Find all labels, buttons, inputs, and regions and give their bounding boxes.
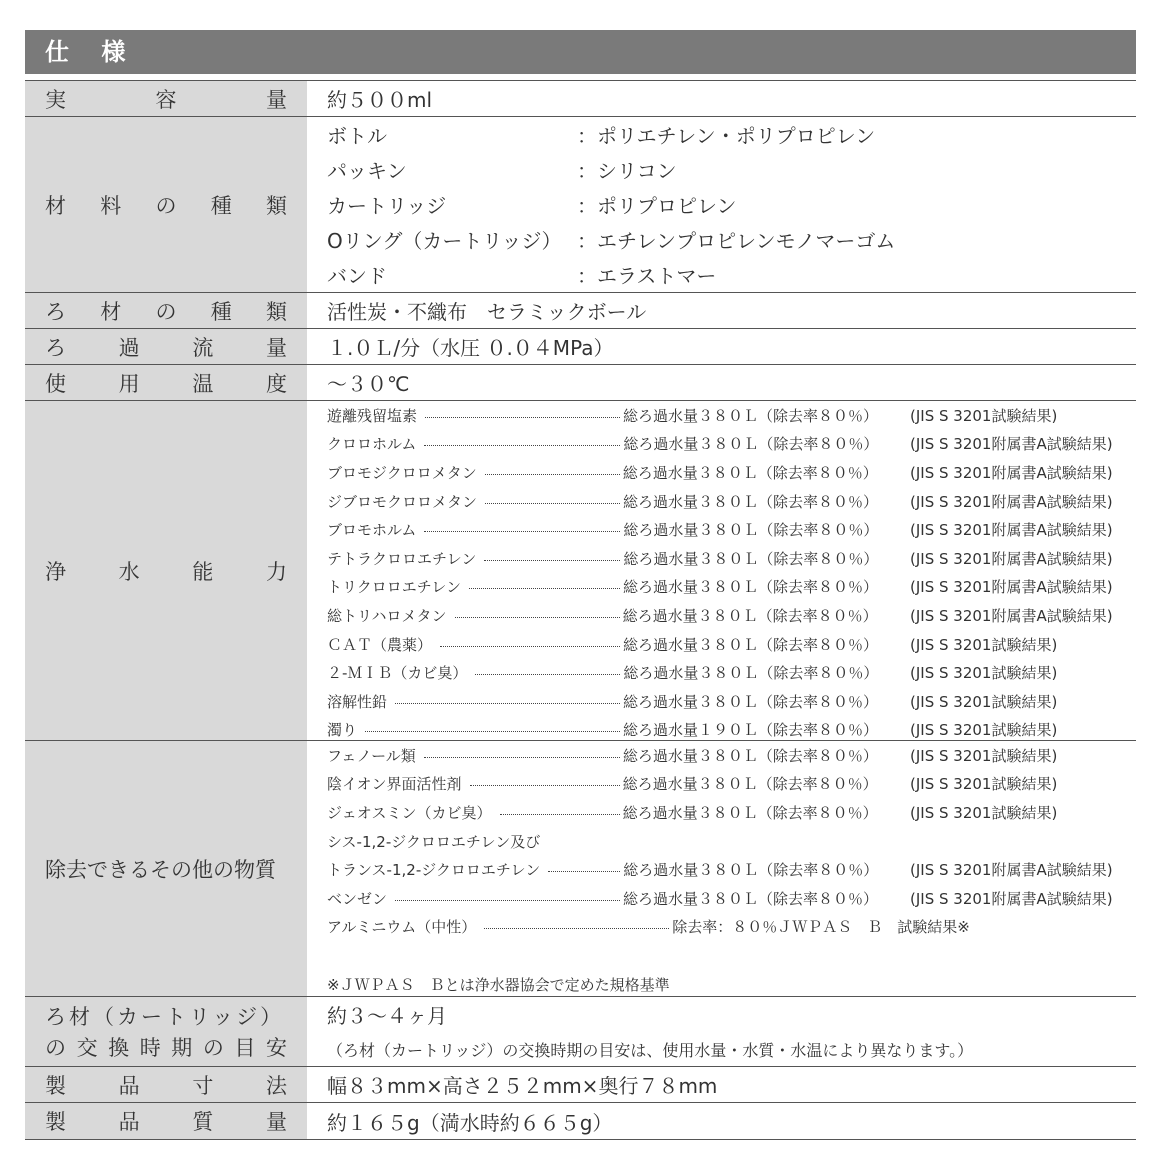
leader-dots <box>395 900 620 901</box>
substance-name: ２-ＭＩＢ（カビ臭） <box>327 664 468 683</box>
substance-test: (JIS S 3201試験結果) <box>910 406 1058 425</box>
substance-capacity: 総ろ過水量３８０Ｌ（除去率８０％） <box>623 521 879 540</box>
label-char: 用 <box>118 371 140 396</box>
label-char: 実 <box>45 87 66 112</box>
substance-test: (JIS S 3201試験結果) <box>910 775 1058 794</box>
label-char: 材 <box>45 193 66 218</box>
substance-test: (JIS S 3201附属書A試験結果) <box>910 861 1113 880</box>
material-row <box>327 257 1136 292</box>
substance-name: ベンゼン <box>327 889 388 908</box>
substance-name: クロロホルム <box>327 435 417 454</box>
row-others <box>25 741 1136 997</box>
label-char: 類 <box>266 299 287 324</box>
others-spacer <box>327 941 1136 970</box>
label-char: 能 <box>192 559 214 584</box>
substance-name: ブロモホルム <box>327 521 417 540</box>
leader-dots <box>424 757 620 758</box>
substance-test: (JIS S 3201附属書A試験結果) <box>910 578 1113 597</box>
substance-row <box>327 515 1136 544</box>
material-part: ボトル <box>327 124 387 148</box>
leader-dots <box>485 474 620 475</box>
material-part: Oリング（カートリッジ） <box>327 229 562 253</box>
substance-test: (JIS S 3201試験結果) <box>910 746 1058 765</box>
label-char: 製 <box>45 1110 66 1134</box>
value-weight: 約１６５g（満水時約６６５g） <box>327 1110 613 1135</box>
cartridge-value: 約３～４ヶ月 <box>327 1004 447 1028</box>
label-char: 過 <box>118 335 140 360</box>
leader-dots <box>484 928 669 929</box>
substance-test: (JIS S 3201附属書A試験結果) <box>910 463 1113 482</box>
leader-dots <box>440 646 620 647</box>
row-filter-media <box>25 293 1136 329</box>
label-char: の <box>155 193 177 218</box>
substance-capacity: 総ろ過水量３８０Ｌ（除去率８０％） <box>623 664 879 683</box>
label-char: 流 <box>192 335 214 360</box>
substance-name: 遊離残留塩素 <box>327 406 418 425</box>
substance-capacity: 総ろ過水量３８０Ｌ（除去率８０％） <box>623 635 879 654</box>
leader-dots <box>424 445 620 446</box>
substance-capacity: 総ろ過水量３８０Ｌ（除去率８０％） <box>623 861 879 880</box>
value-cartridge <box>327 997 1136 1066</box>
substance-test: (JIS S 3201試験結果) <box>910 635 1058 654</box>
substance-capacity: 総ろ過水量３８０Ｌ（除去率８０％） <box>623 435 879 454</box>
substance-row <box>327 401 1136 430</box>
label-char: ろ <box>45 335 66 360</box>
leader-dots <box>469 588 620 589</box>
material-value: ：ポリプロピレン <box>577 194 737 218</box>
label-char: 期 <box>171 1035 193 1060</box>
substance-row <box>327 544 1136 573</box>
substance-row <box>327 687 1136 716</box>
substance-row <box>327 770 1136 799</box>
substance-test: (JIS S 3201附属書A試験結果) <box>910 435 1113 454</box>
substance-row <box>327 630 1136 659</box>
substance-row <box>327 487 1136 516</box>
label-char: ろ <box>45 299 66 324</box>
substance-capacity: 総ろ過水量３８０Ｌ（除去率８０％） <box>623 578 879 597</box>
leader-dots <box>425 417 620 418</box>
material-row <box>327 152 1136 187</box>
substance-test: (JIS S 3201附属書A試験結果) <box>910 606 1113 625</box>
value-flow: １.０Ｌ/分（水圧 ０.０４MPa） <box>327 336 614 360</box>
substance-row <box>327 458 1136 487</box>
value-dimensions: 幅８３mm×高さ２５２mm×奥行７８mm <box>327 1074 718 1098</box>
substance-row <box>327 855 1136 884</box>
row-cartridge <box>25 997 1136 1067</box>
value-temp: ～３０℃ <box>327 372 410 396</box>
label-char: の <box>45 1035 66 1060</box>
substance-name: ブロモジクロロメタン <box>327 463 477 482</box>
label-char: 浄 <box>45 559 66 584</box>
substance-capacity: 総ろ過水量３８０Ｌ（除去率８０％） <box>622 775 878 794</box>
substance-test: (JIS S 3201試験結果) <box>910 692 1058 711</box>
substance-capacity: 総ろ過水量３８０Ｌ（除去率８０％） <box>623 406 879 425</box>
material-value: ：エラストマー <box>577 264 717 288</box>
substance-row <box>327 913 1136 942</box>
substance-capacity: 総ろ過水量３８０Ｌ（除去率８０％） <box>623 692 879 711</box>
leader-dots <box>395 703 620 704</box>
substance-name: フェノール類 <box>327 746 416 765</box>
label-filter-media <box>25 293 307 328</box>
substance-name: 溶解性鉛 <box>327 692 388 711</box>
label-temp <box>25 365 307 400</box>
label-char: 品 <box>118 1073 140 1098</box>
substance-row <box>327 716 1136 745</box>
substance-name: トランス-1,2-ジクロロエチレン <box>327 861 541 880</box>
label-char: 法 <box>265 1073 287 1098</box>
substance-capacity: 除去率：８０％ＪＷＰＡＳ Ｂ 試験結果※ <box>672 918 970 937</box>
leader-dots <box>470 785 620 786</box>
substance-row <box>327 884 1136 913</box>
label-chars <box>45 190 287 220</box>
substance-row <box>327 798 1136 827</box>
substance-name: ジブロモクロロメタン <box>327 492 478 511</box>
label-chars <box>45 556 287 586</box>
material-value: ：エチレンプロピレンモノマーゴム <box>577 229 896 253</box>
label-chars <box>45 296 287 326</box>
label-char: 質 <box>192 1110 214 1134</box>
label-char: 量 <box>265 335 287 360</box>
material-part: カートリッジ <box>327 194 447 218</box>
row-dimensions <box>25 1067 1136 1103</box>
label-char: 交 <box>76 1035 98 1060</box>
label-char: 容 <box>155 87 177 112</box>
leader-dots <box>455 617 620 618</box>
row-flow <box>25 329 1136 365</box>
cartridge-note: （ろ材（カートリッジ）の交換時期の目安は、使用水量・水質・水温により異なります。） <box>327 1041 974 1060</box>
label-dimensions <box>25 1067 307 1102</box>
substance-row <box>327 430 1136 459</box>
material-part: バンド <box>327 264 387 288</box>
value-filter-media: 活性炭・不織布 セラミックボール <box>327 300 647 324</box>
others-items <box>327 741 1136 941</box>
label-char: 料 <box>100 193 122 218</box>
label-char: 類 <box>266 193 287 218</box>
substance-capacity: 総ろ過水量３８０Ｌ（除去率８０％） <box>623 492 879 511</box>
label-char: 力 <box>265 559 287 584</box>
label-others-text: 除去できるその他の物質 <box>45 857 276 882</box>
substance-test: (JIS S 3201試験結果) <box>910 721 1058 740</box>
label-char: 量 <box>266 87 287 112</box>
label-char: 種 <box>210 299 232 324</box>
label-weight <box>25 1103 307 1139</box>
substance-test: (JIS S 3201附属書A試験結果) <box>910 549 1113 568</box>
substance-row <box>327 573 1136 602</box>
label-chars <box>45 332 287 362</box>
label-char: 換 <box>108 1035 130 1060</box>
label-char: 寸 <box>192 1073 214 1098</box>
leader-dots <box>365 731 620 732</box>
label-char: 度 <box>265 371 287 396</box>
substance-name: ジェオスミン（カビ臭） <box>327 803 492 822</box>
substance-name: トリクロロエチレン <box>327 578 462 597</box>
materials-list <box>327 117 1136 292</box>
label-flow <box>25 329 307 364</box>
label-char: 水 <box>118 559 140 584</box>
substance-row <box>327 601 1136 630</box>
substance-name: アルミニウム（中性） <box>327 918 477 937</box>
label-char: 安 <box>265 1035 287 1060</box>
substance-test: (JIS S 3201附属書A試験結果) <box>910 521 1113 540</box>
leader-dots <box>475 674 620 675</box>
label-capacity <box>25 81 307 116</box>
material-value: ：シリコン <box>577 159 677 183</box>
label-char: の <box>202 1035 224 1060</box>
label-char: 目 <box>234 1035 256 1060</box>
substance-name: シス-1,2-ジクロロエチレン及び <box>327 832 541 851</box>
purify-list <box>327 401 1136 740</box>
label-char: 品 <box>118 1110 140 1134</box>
label-purify <box>25 401 307 740</box>
substance-test: (JIS S 3201試験結果) <box>910 664 1058 683</box>
substance-name: 濁り <box>327 721 358 740</box>
others-list <box>327 741 1136 996</box>
substance-test: (JIS S 3201附属書A試験結果) <box>910 492 1113 511</box>
substance-capacity: 総ろ過水量１９０Ｌ（除去率８０％） <box>623 721 879 740</box>
label-char: 製 <box>45 1073 66 1098</box>
substance-test: (JIS S 3201試験結果) <box>910 803 1058 822</box>
label-char: 材 <box>100 299 122 324</box>
material-part: パッキン <box>327 159 407 183</box>
leader-dots <box>485 503 620 504</box>
label-char: 種 <box>210 193 232 218</box>
substance-capacity: 総ろ過水量３８０Ｌ（除去率８０％） <box>623 549 879 568</box>
section-title: 仕 様 <box>25 30 1136 74</box>
label-char: 温 <box>192 371 214 396</box>
label-chars <box>45 368 287 398</box>
leader-dots <box>484 560 620 561</box>
spec-table <box>25 80 1136 1140</box>
label-chars <box>45 84 287 114</box>
substance-name: 総トリハロメタン <box>327 606 447 625</box>
leader-dots <box>548 871 620 872</box>
substance-capacity: 総ろ過水量３８０Ｌ（除去率８０％） <box>623 889 879 908</box>
leader-dots <box>424 531 620 532</box>
substance-name: 陰イオン界面活性剤 <box>327 775 462 794</box>
material-row <box>327 117 1136 152</box>
label-chars <box>45 1070 287 1100</box>
material-value: ：ポリエチレン・ポリプロピレン <box>577 124 876 148</box>
row-purify <box>25 401 1136 741</box>
material-row <box>327 222 1136 257</box>
substance-capacity: 総ろ過水量３８０Ｌ（除去率８０％） <box>622 746 878 765</box>
label-cartridge <box>25 997 307 1066</box>
substance-capacity: 総ろ過水量３８０Ｌ（除去率８０％） <box>622 606 878 625</box>
row-temp <box>25 365 1136 401</box>
others-note: ※ＪＷＰＡＳ Ｂとは浄水器協会で定めた規格基準 <box>327 975 670 994</box>
label-chars <box>45 1032 287 1062</box>
label-char: 使 <box>45 371 66 396</box>
label-char: 時 <box>139 1035 161 1060</box>
substance-row <box>327 827 1136 856</box>
row-capacity <box>25 81 1136 117</box>
leader-dots <box>500 814 620 815</box>
material-row <box>327 187 1136 222</box>
label-cartridge-line1: ろ材（カートリッジ） <box>45 1005 285 1030</box>
substance-name: テトラクロロエチレン <box>327 549 477 568</box>
substance-name: ＣＡＴ（農薬） <box>327 635 433 654</box>
label-materials <box>25 117 307 292</box>
substance-test: (JIS S 3201附属書A試験結果) <box>910 889 1113 908</box>
row-weight <box>25 1103 1136 1139</box>
label-char: の <box>155 299 177 324</box>
label-char: 量 <box>265 1110 287 1134</box>
substance-row <box>327 658 1136 687</box>
label-others <box>25 741 307 996</box>
substance-capacity: 総ろ過水量３８０Ｌ（除去率８０％） <box>622 803 878 822</box>
substance-row <box>327 741 1136 770</box>
row-materials <box>25 117 1136 293</box>
value-capacity: 約５００ml <box>327 88 433 112</box>
label-chars <box>45 1106 287 1136</box>
substance-capacity: 総ろ過水量３８０Ｌ（除去率８０％） <box>622 463 878 482</box>
